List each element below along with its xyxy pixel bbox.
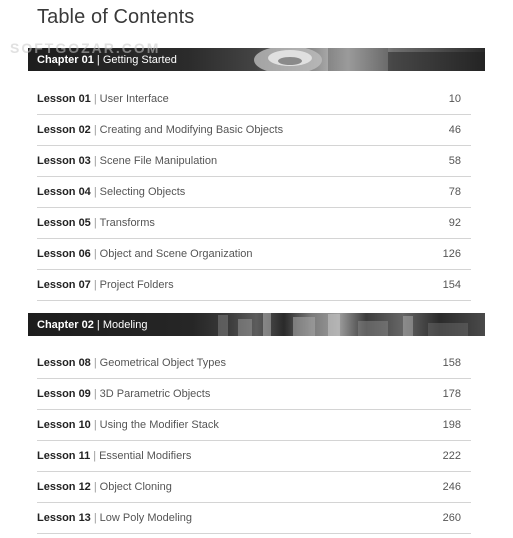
page-number: 78: [448, 186, 461, 198]
page-number: 46: [448, 124, 461, 136]
lesson-number: Lesson 05: [37, 217, 91, 229]
page-number: 126: [442, 248, 461, 260]
toc-row[interactable]: [37, 472, 471, 503]
page-title: Table of Contents: [37, 6, 195, 28]
page-number: 154: [442, 279, 461, 291]
page-number: 246: [442, 481, 461, 493]
lesson-title: Selecting Objects: [99, 186, 186, 198]
chapter-header-02: [28, 313, 485, 336]
chapter-title: Modeling: [102, 318, 148, 331]
chapter-label-01: Chapter 01 | Getting Started: [37, 53, 177, 66]
lesson-number: Lesson 08: [37, 357, 91, 369]
toc-row[interactable]: [37, 348, 471, 379]
separator: |: [93, 248, 97, 260]
lesson-title: Creating and Modifying Basic Objects: [99, 124, 284, 136]
separator: |: [93, 357, 97, 369]
toc-row[interactable]: [37, 146, 471, 177]
lesson-number: Lesson 01: [37, 93, 91, 105]
watermark: SOFTGOZAR.COM: [10, 40, 161, 56]
lesson-title: Object Cloning: [99, 481, 172, 493]
lesson-number: Lesson 12: [37, 481, 91, 493]
lesson-title: Low Poly Modeling: [99, 512, 193, 524]
toc-row[interactable]: [37, 84, 471, 115]
lesson-title: Essential Modifiers: [99, 450, 192, 462]
lesson-number: Lesson 03: [37, 155, 91, 167]
separator: |: [93, 155, 97, 167]
lesson-number: Lesson 04: [37, 186, 91, 198]
toc-row[interactable]: [37, 410, 471, 441]
chapter-number: Chapter 02: [37, 318, 94, 331]
separator: |: [93, 419, 97, 431]
chapter-02-lesson-list: [37, 348, 471, 534]
lesson-title: Project Folders: [99, 279, 174, 291]
lesson-title: Transforms: [99, 217, 155, 229]
page-number: 92: [448, 217, 461, 229]
page-number: 58: [448, 155, 461, 167]
lesson-title: 3D Parametric Objects: [99, 388, 211, 400]
lesson-title: Scene File Manipulation: [99, 155, 218, 167]
page-number: 260: [442, 512, 461, 524]
separator: |: [93, 481, 97, 493]
separator: |: [93, 388, 97, 400]
lesson-number: Lesson 13: [37, 512, 91, 524]
chapter-01-lesson-list: [37, 84, 471, 301]
separator: |: [93, 93, 97, 105]
toc-row[interactable]: [37, 270, 471, 301]
toc-row[interactable]: [37, 379, 471, 410]
page-number: 178: [442, 388, 461, 400]
chapter-label-02: Chapter 02 | Modeling: [37, 318, 148, 331]
separator: |: [93, 186, 97, 198]
page-number: 10: [448, 93, 461, 105]
lesson-number: Lesson 10: [37, 419, 91, 431]
lesson-title: User Interface: [99, 93, 169, 105]
toc-row[interactable]: [37, 177, 471, 208]
page-number: 222: [442, 450, 461, 462]
lesson-number: Lesson 09: [37, 388, 91, 400]
lesson-number: Lesson 02: [37, 124, 91, 136]
lesson-title: Object and Scene Organization: [99, 248, 253, 260]
separator: |: [93, 124, 97, 136]
toc-row[interactable]: [37, 441, 471, 472]
chapter-number: Chapter 01: [37, 53, 94, 66]
lesson-number: Lesson 06: [37, 248, 91, 260]
separator: |: [93, 217, 97, 229]
separator: |: [93, 279, 97, 291]
toc-row[interactable]: [37, 115, 471, 146]
separator: |: [93, 512, 97, 524]
chapter-title: Getting Started: [102, 53, 177, 66]
toc-row[interactable]: [37, 208, 471, 239]
toc-row[interactable]: [37, 503, 471, 534]
lesson-title: Using the Modifier Stack: [99, 419, 219, 431]
page-number: 158: [442, 357, 461, 369]
toc-row[interactable]: [37, 239, 471, 270]
separator: |: [93, 450, 97, 462]
lesson-number: Lesson 07: [37, 279, 91, 291]
lesson-number: Lesson 11: [37, 450, 91, 462]
lesson-title: Geometrical Object Types: [99, 357, 227, 369]
page-number: 198: [442, 419, 461, 431]
